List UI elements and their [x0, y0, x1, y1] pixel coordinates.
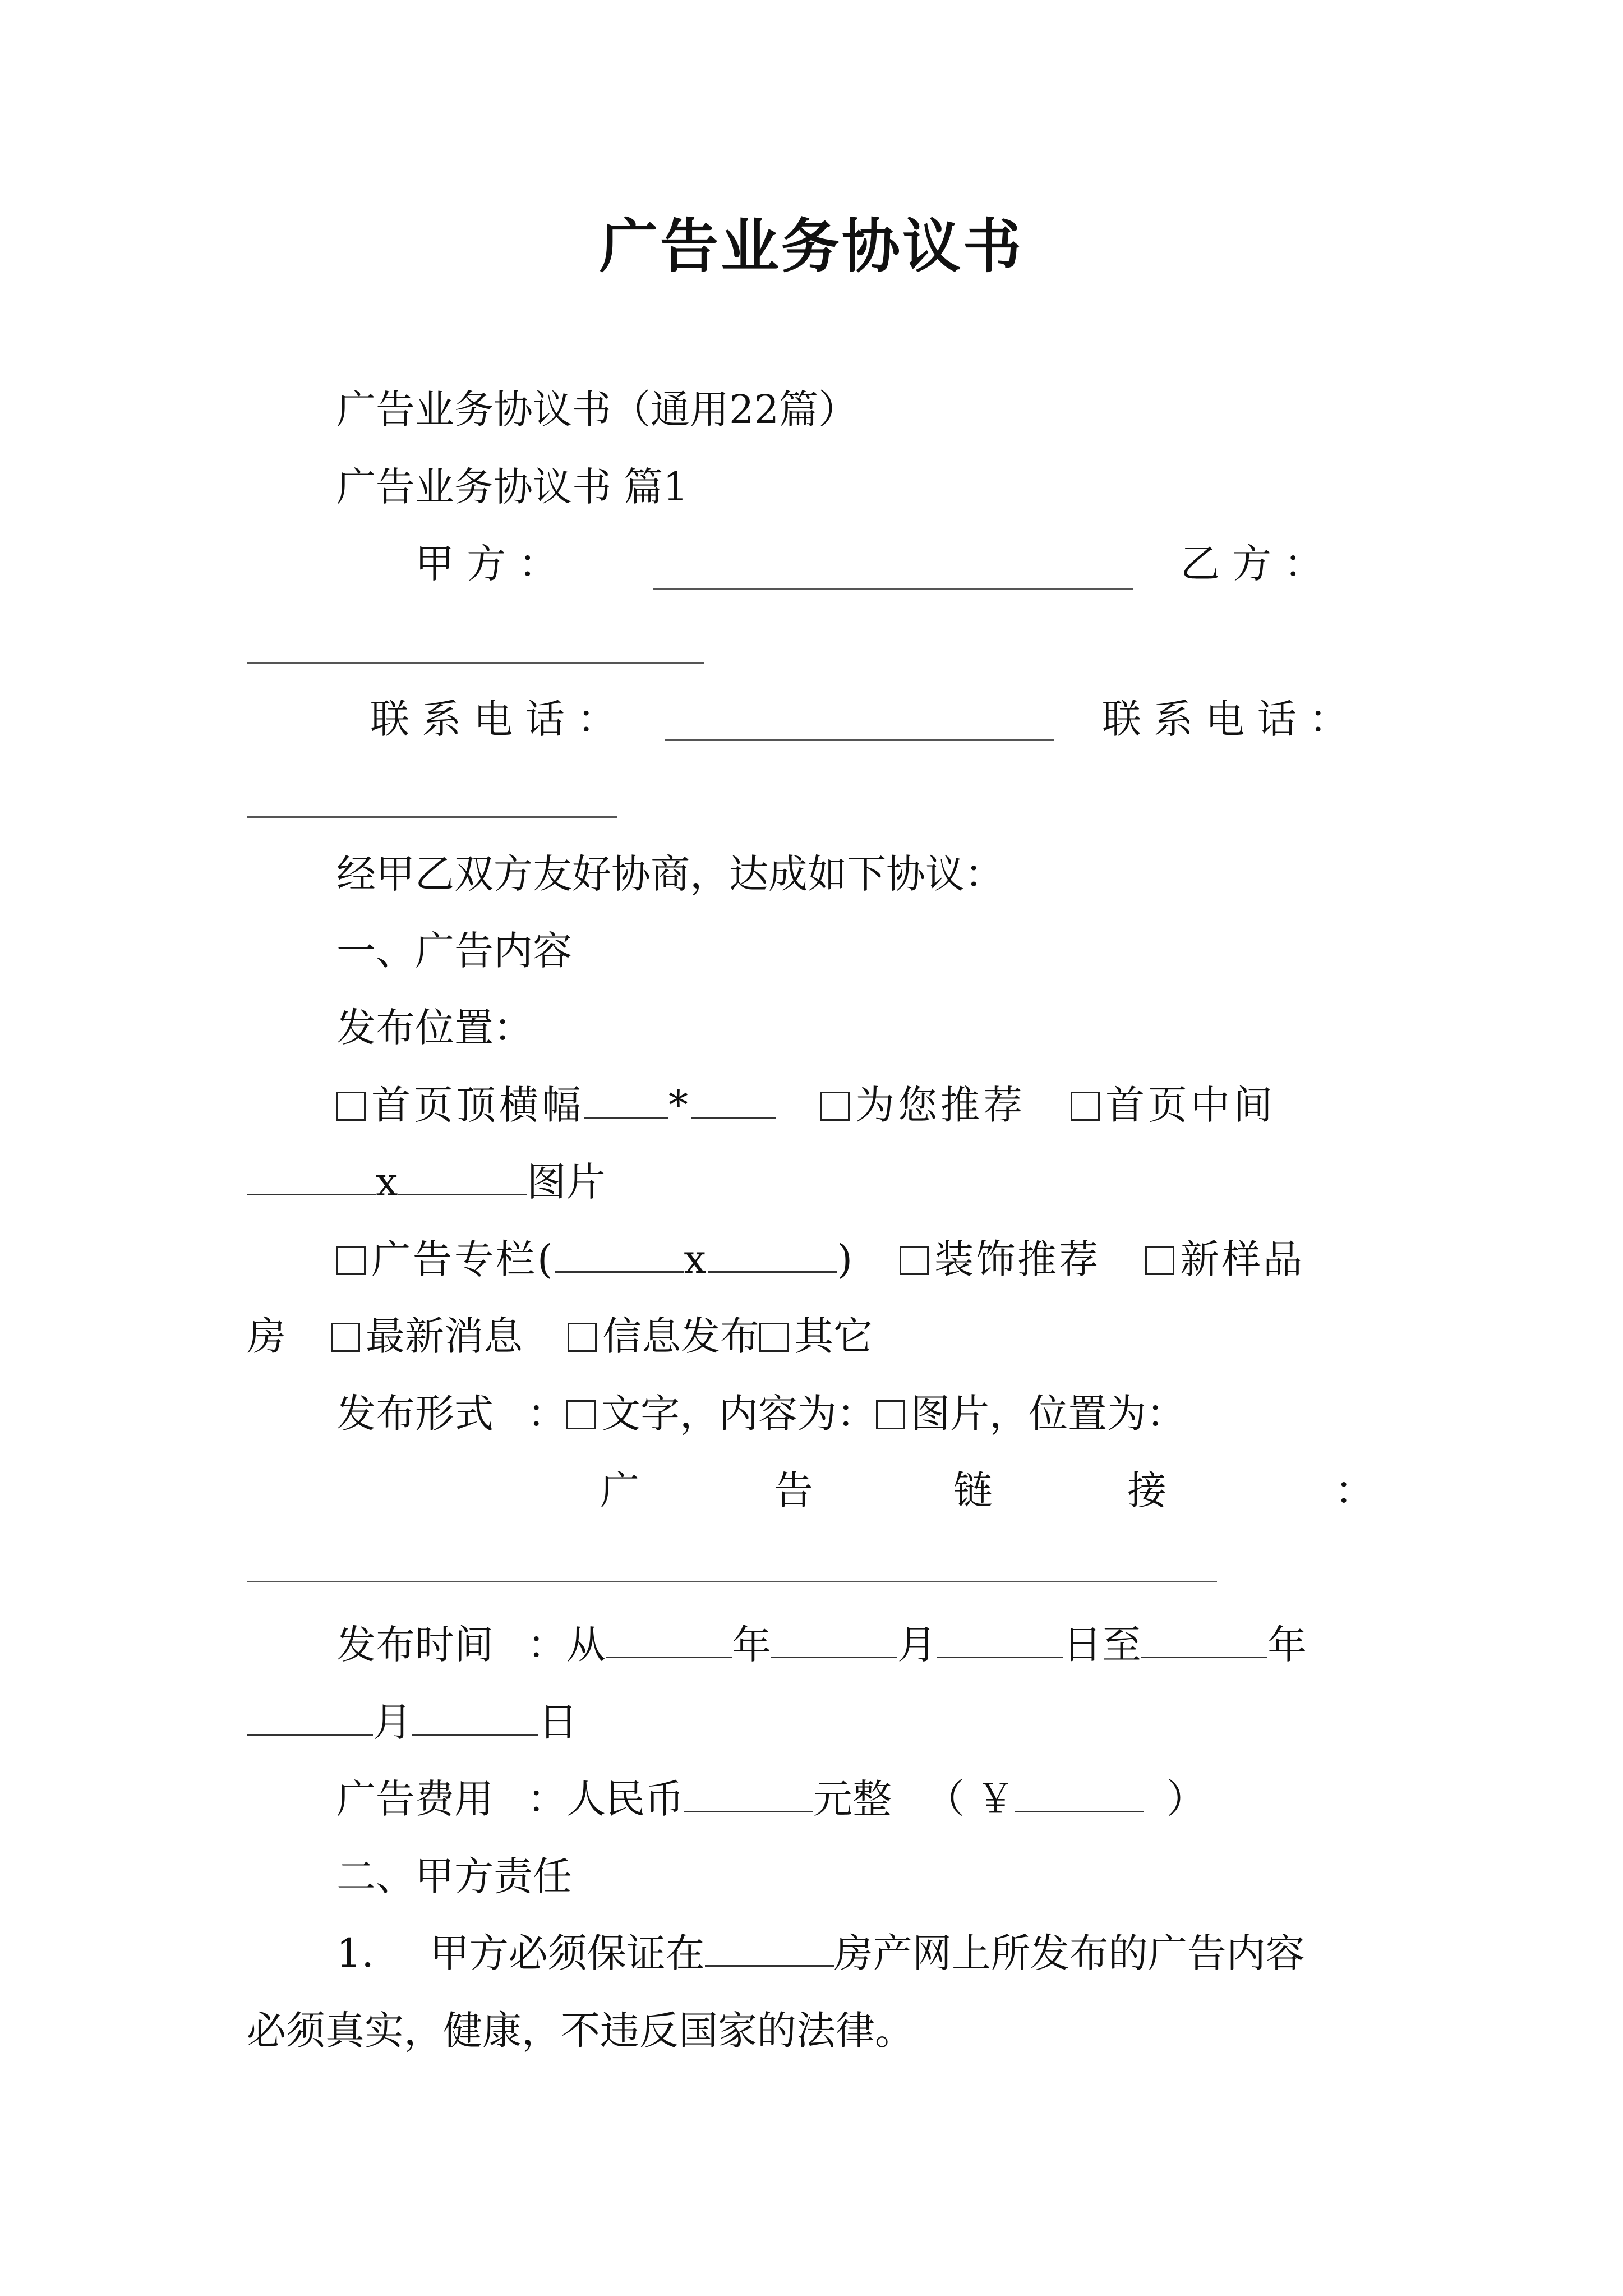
- section2-heading: 二、甲方责任: [336, 1853, 572, 1899]
- checkbox-text[interactable]: [566, 1400, 596, 1429]
- position-label: 发布位置：: [336, 1005, 533, 1051]
- checkbox-info-publish[interactable]: [568, 1323, 597, 1352]
- option-decor: 装饰推荐: [934, 1236, 1101, 1282]
- fee-row: [336, 1771, 1206, 1827]
- phone-a-label: 联 系 电 话 ：: [370, 696, 617, 742]
- option-lead: 房: [247, 1313, 286, 1359]
- option-info-publish: 信息发布: [602, 1313, 759, 1359]
- link-char-2: 告: [774, 1467, 813, 1513]
- blank: [691, 1078, 776, 1119]
- option-other: 其它: [794, 1313, 873, 1359]
- form-label: 发布形式: [336, 1391, 494, 1437]
- time-day-to: 日至: [1063, 1622, 1141, 1668]
- link-char-1: 广: [600, 1467, 639, 1513]
- options-row-4: [247, 1308, 873, 1364]
- intro-paragraph: 经甲乙双方友好协商，达成如下协议：: [336, 851, 1004, 897]
- option-recommend: 为您推荐: [855, 1082, 1026, 1128]
- chapter-heading: 广告业务协议书 篇1: [336, 464, 688, 510]
- fee-paren-open: （: [925, 1776, 965, 1822]
- blank: [398, 1154, 527, 1195]
- party-b-blank: [247, 662, 704, 664]
- form-colon: ：: [527, 1391, 566, 1437]
- phone-b-label: 联 系 电 话 ：: [1102, 696, 1349, 742]
- item-text-b: 房产网上所发布的广告内容: [833, 1930, 1305, 1976]
- blank: [247, 1695, 373, 1736]
- link-colon: ：: [1335, 1467, 1374, 1513]
- checkbox-image[interactable]: [876, 1400, 905, 1429]
- time-year-2: 年: [1267, 1622, 1307, 1668]
- fee-unit: 元整: [813, 1776, 892, 1822]
- link-blank: [247, 1581, 1217, 1582]
- blank: [247, 1154, 376, 1195]
- time-row: [336, 1617, 1307, 1673]
- blank: [1015, 1772, 1144, 1812]
- blank: [684, 1772, 813, 1812]
- size-mark: *: [668, 1082, 691, 1128]
- time-month-2: 月: [373, 1699, 412, 1745]
- time-day-2: 日: [538, 1699, 578, 1745]
- form-image-option: 图片，位置为：: [911, 1391, 1186, 1437]
- blank: [1141, 1617, 1267, 1658]
- checkbox-home-middle[interactable]: [1071, 1092, 1100, 1121]
- time-month: 月: [897, 1622, 937, 1668]
- subtitle: 广告业务协议书（通用22篇）: [336, 386, 858, 432]
- party-a-label: 甲 方 ：: [415, 541, 558, 587]
- party-b-label: 乙 方 ：: [1181, 541, 1324, 587]
- x-mark: x: [684, 1236, 708, 1282]
- time-from: ：从: [527, 1622, 606, 1668]
- blank: [771, 1617, 897, 1658]
- form-text-option: 文字，内容为：: [601, 1391, 876, 1437]
- option-latest-news: 最新消息: [366, 1313, 523, 1359]
- blank: [708, 1232, 837, 1273]
- options-row-3: [336, 1231, 1304, 1287]
- phone-a-blank: [665, 739, 1054, 741]
- fee-currency: ：人民币: [527, 1776, 684, 1822]
- form-row: [336, 1386, 1186, 1442]
- image-label: 图片: [527, 1159, 606, 1205]
- section1-heading: 一、广告内容: [336, 928, 572, 974]
- checkbox-top-banner[interactable]: [336, 1092, 366, 1121]
- item-number: 1.: [336, 1930, 374, 1976]
- section2-item-1-cont: 必须真实，健康，不违反国家的法律。: [247, 2008, 914, 2054]
- phone-b-blank: [247, 816, 617, 818]
- fee-paren-close: ）: [1166, 1776, 1206, 1822]
- blank: [584, 1078, 668, 1119]
- option-top-banner: 首页顶横幅: [371, 1082, 584, 1128]
- item-text-a: 甲方必须保证在: [430, 1930, 705, 1976]
- checkbox-latest-news[interactable]: [331, 1323, 360, 1352]
- blank: [606, 1617, 732, 1658]
- party-a-blank: [653, 588, 1133, 590]
- link-char-4: 接: [1127, 1467, 1166, 1513]
- blank: [937, 1617, 1063, 1658]
- link-char-3: 链: [953, 1467, 993, 1513]
- option-sample: 新样品: [1180, 1236, 1305, 1282]
- fee-yen: ￥: [976, 1776, 1015, 1822]
- options-row-2: [247, 1154, 605, 1210]
- checkbox-sample[interactable]: [1145, 1246, 1174, 1275]
- checkbox-recommend[interactable]: [820, 1092, 850, 1121]
- blank: [555, 1232, 684, 1273]
- section2-item-1: [336, 1925, 1305, 1981]
- option-ad-column: 广告专栏(: [371, 1236, 555, 1282]
- time-row-2: [247, 1694, 578, 1750]
- option-home-middle: 首页中间: [1105, 1082, 1276, 1128]
- checkbox-other[interactable]: [759, 1323, 789, 1352]
- blank: [412, 1695, 538, 1736]
- blank: [705, 1926, 834, 1967]
- fee-label: 广告费用: [336, 1776, 494, 1822]
- options-row-1: [336, 1077, 1276, 1133]
- time-label: 发布时间: [336, 1622, 494, 1668]
- document-title: 广告业务协议书: [599, 211, 1023, 280]
- paren-close: ): [837, 1236, 855, 1282]
- x-mark: x: [376, 1159, 398, 1205]
- time-year: 年: [732, 1622, 771, 1668]
- checkbox-ad-column[interactable]: [336, 1246, 366, 1275]
- checkbox-decor[interactable]: [900, 1246, 929, 1275]
